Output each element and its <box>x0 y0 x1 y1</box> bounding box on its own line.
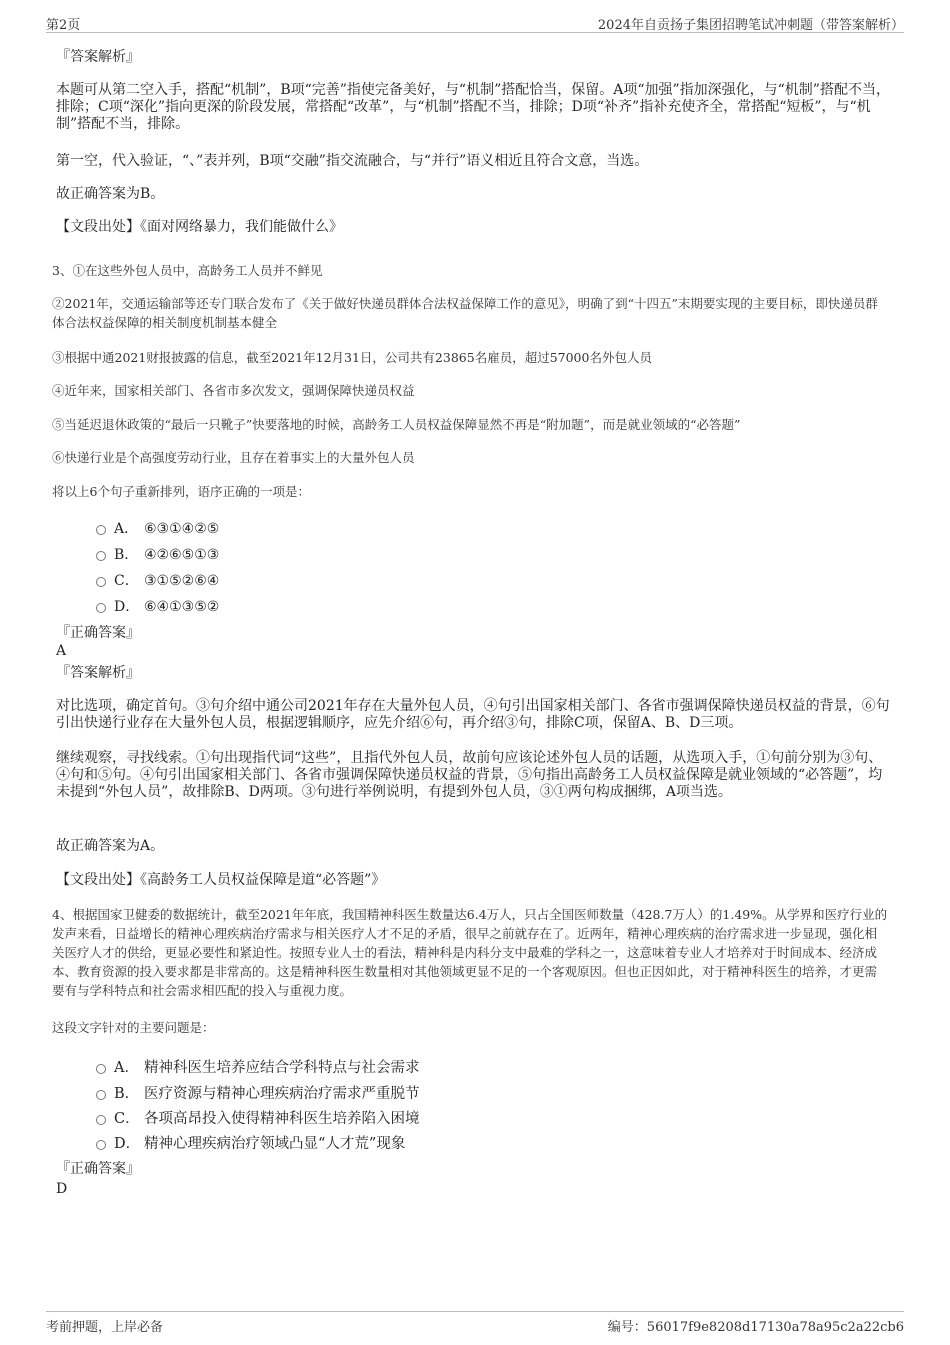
q2-analysis-p2: 第一空，代入验证，“、”表并列，B项“交融”指交流融合，与“并行”语义相近且符合文意，当选。 <box>56 153 649 169</box>
q3-option-d[interactable] <box>96 596 219 616</box>
page-footer <box>46 1311 904 1334</box>
q3-sentence-1: 3、①在这些外包人员中，高龄务工人员并不鲜见 <box>52 263 323 278</box>
q3-sentence-4: ④近年来，国家相关部门、各省市多次发文，强调保障快递员权益 <box>52 383 415 398</box>
q4-answer-label: 『正确答案』 <box>56 1161 140 1177</box>
q2-source: 【文段出处】《面对网络暴力，我们能做什么》 <box>56 219 343 235</box>
document-code: 编号：56017f9e8208d17130a78a95c2a22cb6 <box>607 1320 904 1335</box>
option-letter: B． <box>114 547 139 563</box>
q3-answer: A <box>56 643 67 659</box>
option-text: ④②⑥⑤①③ <box>144 547 220 563</box>
radio-icon[interactable] <box>96 1090 106 1100</box>
q3-option-a[interactable] <box>96 518 219 538</box>
radio-icon[interactable] <box>96 603 106 613</box>
option-text: ③①⑤②⑥④ <box>144 573 220 589</box>
q3-sentence-3: ③根据中通2021财报披露的信息，截至2021年12月31日，公司共有23865名雇员，超过57000名外包人员 <box>52 350 652 365</box>
q3-analysis-p1: 对比选项，确定首句。③句介绍中通公司2021年存在大量外包人员，④句引出国家相关部门、各省市强调保障快递员权益的背景，⑥句引出快递行业存在大量外包人员，根据逻辑顺序，应先介绍⑥句，再介绍③句，排除C项，保留A、B、D三项。 <box>56 698 890 731</box>
option-letter: C． <box>114 1111 140 1127</box>
radio-icon[interactable] <box>96 1064 106 1074</box>
radio-icon[interactable] <box>96 551 106 561</box>
q3-sentence-6: ⑥快递行业是个高强度劳动行业，且存在着事实上的大量外包人员 <box>52 450 415 465</box>
q4-option-b[interactable] <box>96 1082 420 1103</box>
option-letter: A． <box>114 1060 139 1076</box>
q3-answer-label: 『正确答案』 <box>56 625 140 641</box>
q4-stem: 4、根据国家卫健委的数据统计，截至2021年年底，我国精神科医生数量达6.4万人，只占全国医师数量（428.7万人）的1.49%。从学界和医疗行业的发声来看，日益增长的精神心理疾病治疗需求与相关医疗人才不足的矛盾，很早之前就存在了。近两年，精神心理疾病的治疗需求进一步显现，强化相关医疗人才的供给，更显必要性和紧迫性。按照专业人士的看法，精神科是内科分支中最难的学科之一，这意味着专业人才培养对于时间成本、经济成本、教育资源的投入要求都是非常高的。这是精神科医生数量相对其他领域更显不足的一个客观原因。但也正因如此，对于精神科医生的培养，才更需要有与学科特点和社会需求相匹配的投入与重视力度。 <box>52 907 888 998</box>
radio-icon[interactable] <box>96 577 106 587</box>
option-text: 医疗资源与精神心理疾病治疗需求严重脱节 <box>144 1086 420 1102</box>
q2-analysis-p1: 本题可从第二空入手，搭配“机制”，B项“完善”指使完备美好，与“机制”搭配恰当，保留。A项“加强”指加深强化，与“机制”搭配不当，排除；C项“深化”指向更深的阶段发展，常搭配“改革”，与“机制”搭配不当，排除；D项“补齐”指补充使齐全，常搭配“短板”，与“机制”搭配不当，排除。 <box>56 82 890 132</box>
option-letter: D． <box>114 599 140 615</box>
radio-icon[interactable] <box>96 1140 106 1150</box>
q3-option-c[interactable] <box>96 570 219 590</box>
q4-option-d[interactable] <box>96 1132 405 1153</box>
q4-answer: D <box>56 1181 68 1197</box>
q4-option-a[interactable] <box>96 1056 420 1077</box>
option-text: 各项高昂投入使得精神科医生培养陷入困境 <box>144 1111 420 1127</box>
q3-source: 【文段出处】《高龄务工人员权益保障是道“必答题”》 <box>56 872 386 888</box>
radio-icon[interactable] <box>96 525 106 535</box>
radio-icon[interactable] <box>96 1115 106 1125</box>
q3-analysis-label: 『答案解析』 <box>56 665 140 681</box>
q3-analysis-p3: 故正确答案为A。 <box>56 838 165 854</box>
page-header <box>46 12 904 33</box>
document-title: 2024年自贡扬子集团招聘笔试冲刺题（带答案解析） <box>597 18 904 33</box>
option-letter: B． <box>114 1086 140 1102</box>
q3-analysis-p2: 继续观察，寻找线索。①句出现指代词“这些”，且指代外包人员，故前句应该论述外包人员的话题，从选项入手，①句前分别为③句、④句和⑤句。④句引出国家相关部门、各省市强调保障快递员权益的背景，⑤句指出高龄务工人员权益保障是就业领域的“必答题”，均未提到“外包人员”，故排除B、D两项。③句进行举例说明，有提到外包人员，③①两句构成捆绑，A项当选。 <box>56 750 883 800</box>
footer-slogan: 考前押题，上岸必备 <box>46 1320 164 1335</box>
q4-option-c[interactable] <box>96 1107 420 1128</box>
page-number: 第2页 <box>46 18 81 33</box>
q3-sentence-2: ②2021年，交通运输部等还专门联合发布了《关于做好快递员群体合法权益保障工作的意见》，明确了到“十四五”末期要实现的主要目标，即快递员群体合法权益保障的相关制度机制基本健全 <box>52 296 878 330</box>
q2-analysis-label: 『答案解析』 <box>56 49 140 65</box>
option-text: 精神心理疾病治疗领域凸显“人才荒”现象 <box>144 1136 406 1152</box>
q4-prompt: 这段文字针对的主要问题是： <box>52 1020 215 1035</box>
option-text: 精神科医生培养应结合学科特点与社会需求 <box>144 1060 420 1076</box>
option-text: ⑥④①③⑤② <box>144 599 220 615</box>
q3-option-b[interactable] <box>96 544 219 564</box>
q3-prompt: 将以上6个句子重新排列，语序正确的一项是： <box>52 484 310 499</box>
q2-analysis-p3: 故正确答案为B。 <box>56 186 165 202</box>
option-text: ⑥③①④②⑤ <box>144 521 220 537</box>
option-letter: D． <box>114 1136 141 1152</box>
option-letter: C． <box>114 573 139 589</box>
q3-sentence-5: ⑤当延迟退休政策的“最后一只靴子”快要落地的时候，高龄务工人员权益保障显然不再是“附加题”，而是就业领域的“必答题” <box>52 417 741 432</box>
option-letter: A． <box>114 521 139 537</box>
